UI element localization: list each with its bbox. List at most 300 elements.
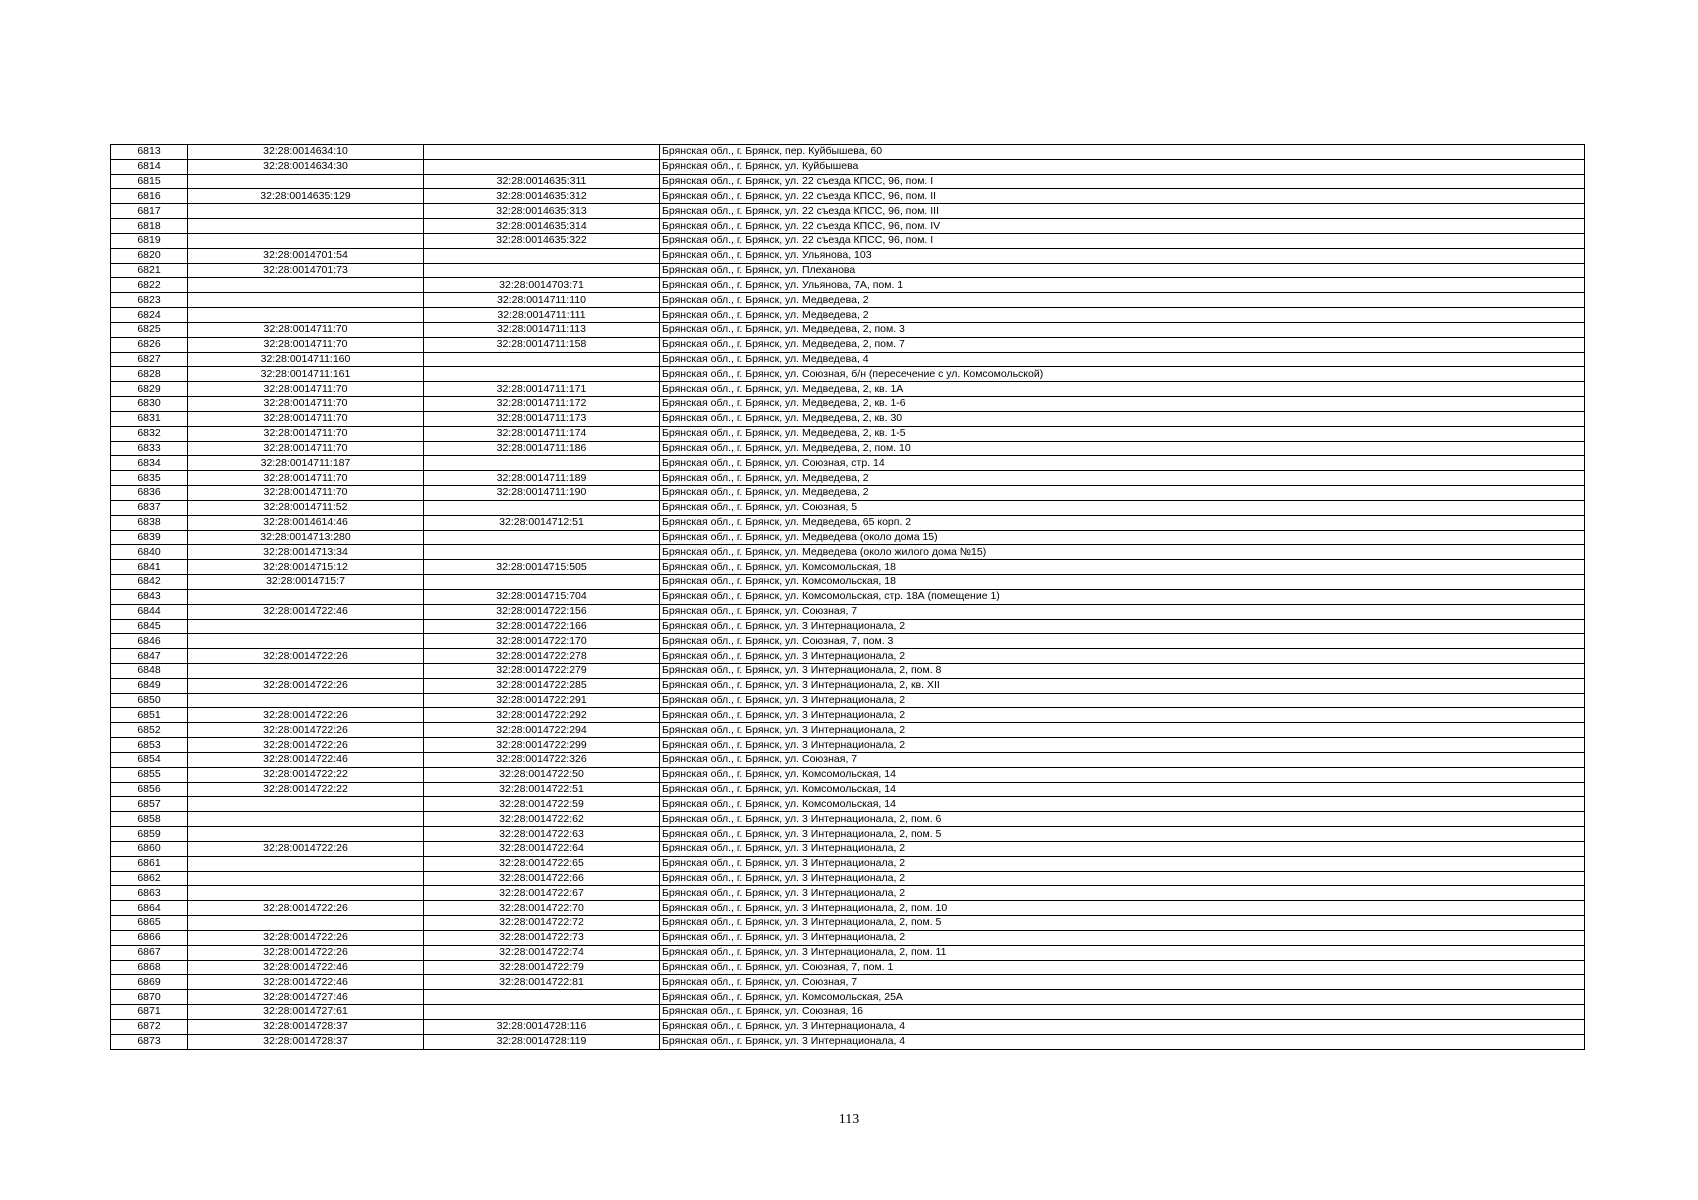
land-cadastral-number-cell: 32:28:0014711:70 (188, 397, 424, 412)
address-cell: Брянская обл., г. Брянск, ул. 3 Интернационала, 4 (660, 1019, 1585, 1034)
land-cadastral-number-cell: 32:28:0014722:46 (188, 975, 424, 990)
land-cadastral-number-cell (188, 663, 424, 678)
address-cell: Брянская обл., г. Брянск, ул. Комсомольская, 25А (660, 990, 1585, 1005)
row-number-cell: 6830 (111, 397, 188, 412)
table-row (111, 545, 1585, 560)
object-cadastral-number-cell (424, 575, 660, 590)
row-number-cell: 6838 (111, 515, 188, 530)
address-cell: Брянская обл., г. Брянск, ул. Медведева, 2 (660, 471, 1585, 486)
object-cadastral-number-cell (424, 545, 660, 560)
address-cell: Брянская обл., г. Брянск, ул. 3 Интернационала, 2 (660, 649, 1585, 664)
address-cell: Брянская обл., г. Брянск, ул. 22 съезда КПСС, 96, пом. I (660, 233, 1585, 248)
address-cell: Брянская обл., г. Брянск, ул. Медведева, 4 (660, 352, 1585, 367)
address-cell: Брянская обл., г. Брянск, ул. 3 Интернационала, 2, пом. 6 (660, 812, 1585, 827)
land-cadastral-number-cell (188, 204, 424, 219)
land-cadastral-number-cell: 32:28:0014713:34 (188, 545, 424, 560)
row-number-cell: 6847 (111, 649, 188, 664)
address-cell: Брянская обл., г. Брянск, ул. Медведева, 2 (660, 293, 1585, 308)
table-row (111, 575, 1585, 590)
land-cadastral-number-cell (188, 174, 424, 189)
land-cadastral-number-cell: 32:28:0014722:46 (188, 604, 424, 619)
land-cadastral-number-cell: 32:28:0014634:10 (188, 145, 424, 160)
object-cadastral-number-cell: 32:28:0014711:172 (424, 397, 660, 412)
address-cell: Брянская обл., г. Брянск, ул. Куйбышева (660, 159, 1585, 174)
land-cadastral-number-cell: 32:28:0014722:26 (188, 945, 424, 960)
row-number-cell: 6813 (111, 145, 188, 160)
table-row (111, 663, 1585, 678)
object-cadastral-number-cell: 32:28:0014635:322 (424, 233, 660, 248)
land-cadastral-number-cell (188, 293, 424, 308)
table-row (111, 1034, 1585, 1049)
table-row (111, 827, 1585, 842)
land-cadastral-number-cell: 32:28:0014634:30 (188, 159, 424, 174)
row-number-cell: 6854 (111, 752, 188, 767)
row-number-cell: 6825 (111, 322, 188, 337)
land-cadastral-number-cell: 32:28:0014722:26 (188, 841, 424, 856)
row-number-cell: 6855 (111, 767, 188, 782)
land-cadastral-number-cell: 32:28:0014727:61 (188, 1005, 424, 1020)
table-row (111, 308, 1585, 323)
land-cadastral-number-cell: 32:28:0014722:26 (188, 723, 424, 738)
object-cadastral-number-cell: 32:28:0014635:312 (424, 189, 660, 204)
table-row (111, 189, 1585, 204)
table-row (111, 841, 1585, 856)
table-row (111, 456, 1585, 471)
land-cadastral-number-cell (188, 634, 424, 649)
table-row (111, 530, 1585, 545)
address-cell: Брянская обл., г. Брянск, ул. 3 Интернационала, 4 (660, 1034, 1585, 1049)
address-cell: Брянская обл., г. Брянск, ул. Союзная, 7, пом. 3 (660, 634, 1585, 649)
object-cadastral-number-cell: 32:28:0014722:292 (424, 708, 660, 723)
row-number-cell: 6841 (111, 560, 188, 575)
row-number-cell: 6869 (111, 975, 188, 990)
address-cell: Брянская обл., г. Брянск, ул. Ульянова, 103 (660, 248, 1585, 263)
object-cadastral-number-cell: 32:28:0014722:291 (424, 693, 660, 708)
row-number-cell: 6860 (111, 841, 188, 856)
table-row (111, 278, 1585, 293)
address-cell: Брянская обл., г. Брянск, ул. Союзная, 7 (660, 604, 1585, 619)
address-cell: Брянская обл., г. Брянск, ул. Союзная, 7, пом. 1 (660, 960, 1585, 975)
property-table-body (111, 145, 1585, 1050)
object-cadastral-number-cell (424, 500, 660, 515)
land-cadastral-number-cell (188, 308, 424, 323)
object-cadastral-number-cell: 32:28:0014722:170 (424, 634, 660, 649)
table-row (111, 382, 1585, 397)
table-row (111, 1019, 1585, 1034)
address-cell: Брянская обл., г. Брянск, ул. 22 съезда КПСС, 96, пом. II (660, 189, 1585, 204)
row-number-cell: 6836 (111, 486, 188, 501)
address-cell: Брянская обл., г. Брянск, ул. 3 Интернационала, 2 (660, 856, 1585, 871)
land-cadastral-number-cell (188, 278, 424, 293)
address-cell: Брянская обл., г. Брянск, ул. Медведева, 2, пом. 10 (660, 441, 1585, 456)
address-cell: Брянская обл., г. Брянск, ул. 22 съезда КПСС, 96, пом. III (660, 204, 1585, 219)
table-row (111, 649, 1585, 664)
row-number-cell: 6856 (111, 782, 188, 797)
object-cadastral-number-cell: 32:28:0014635:311 (424, 174, 660, 189)
row-number-cell: 6858 (111, 812, 188, 827)
land-cadastral-number-cell (188, 693, 424, 708)
land-cadastral-number-cell: 32:28:0014711:70 (188, 382, 424, 397)
table-row (111, 263, 1585, 278)
object-cadastral-number-cell: 32:28:0014722:279 (424, 663, 660, 678)
table-row (111, 604, 1585, 619)
row-number-cell: 6837 (111, 500, 188, 515)
table-row (111, 486, 1585, 501)
address-cell: Брянская обл., г. Брянск, ул. Медведева, 2, кв. 1-5 (660, 426, 1585, 441)
land-cadastral-number-cell: 32:28:0014722:46 (188, 960, 424, 975)
address-cell: Брянская обл., г. Брянск, ул. Комсомольская, 14 (660, 797, 1585, 812)
address-cell: Брянская обл., г. Брянск, ул. 3 Интернационала, 2, пом. 5 (660, 916, 1585, 931)
table-row (111, 219, 1585, 234)
row-number-cell: 6866 (111, 930, 188, 945)
object-cadastral-number-cell: 32:28:0014722:64 (424, 841, 660, 856)
row-number-cell: 6871 (111, 1005, 188, 1020)
address-cell: Брянская обл., г. Брянск, ул. Комсомольская, стр. 18А (помещение 1) (660, 589, 1585, 604)
row-number-cell: 6846 (111, 634, 188, 649)
address-cell: Брянская обл., г. Брянск, ул. 3 Интернационала, 2 (660, 723, 1585, 738)
table-row (111, 871, 1585, 886)
table-row (111, 901, 1585, 916)
row-number-cell: 6833 (111, 441, 188, 456)
land-cadastral-number-cell: 32:28:0014701:73 (188, 263, 424, 278)
address-cell: Брянская обл., г. Брянск, ул. Союзная, 16 (660, 1005, 1585, 1020)
row-number-cell: 6822 (111, 278, 188, 293)
address-cell: Брянская обл., г. Брянск, ул. 3 Интернационала, 2 (660, 708, 1585, 723)
table-row (111, 634, 1585, 649)
object-cadastral-number-cell: 32:28:0014712:51 (424, 515, 660, 530)
address-cell: Брянская обл., г. Брянск, ул. Ульянова, 7А, пом. 1 (660, 278, 1585, 293)
object-cadastral-number-cell: 32:28:0014722:166 (424, 619, 660, 634)
address-cell: Брянская обл., г. Брянск, ул. 3 Интернационала, 2, пом. 10 (660, 901, 1585, 916)
row-number-cell: 6839 (111, 530, 188, 545)
object-cadastral-number-cell: 32:28:0014722:63 (424, 827, 660, 842)
row-number-cell: 6857 (111, 797, 188, 812)
address-cell: Брянская обл., г. Брянск, ул. Медведева, 2, кв. 1А (660, 382, 1585, 397)
table-row (111, 856, 1585, 871)
object-cadastral-number-cell: 32:28:0014711:113 (424, 322, 660, 337)
address-cell: Брянская обл., г. Брянск, ул. 22 съезда КПСС, 96, пом. IV (660, 219, 1585, 234)
land-cadastral-number-cell: 32:28:0014722:46 (188, 752, 424, 767)
object-cadastral-number-cell: 32:28:0014722:51 (424, 782, 660, 797)
row-number-cell: 6827 (111, 352, 188, 367)
row-number-cell: 6824 (111, 308, 188, 323)
table-row (111, 471, 1585, 486)
table-row (111, 797, 1585, 812)
row-number-cell: 6816 (111, 189, 188, 204)
address-cell: Брянская обл., г. Брянск, ул. 3 Интернационала, 2 (660, 886, 1585, 901)
row-number-cell: 6870 (111, 990, 188, 1005)
address-cell: Брянская обл., г. Брянск, пер. Куйбышева, 60 (660, 145, 1585, 160)
land-cadastral-number-cell (188, 589, 424, 604)
object-cadastral-number-cell: 32:28:0014722:294 (424, 723, 660, 738)
object-cadastral-number-cell: 32:28:0014722:278 (424, 649, 660, 664)
object-cadastral-number-cell: 32:28:0014703:71 (424, 278, 660, 293)
table-row (111, 708, 1585, 723)
table-row (111, 293, 1585, 308)
table-row (111, 812, 1585, 827)
table-row (111, 886, 1585, 901)
table-row (111, 145, 1585, 160)
address-cell: Брянская обл., г. Брянск, ул. 3 Интернационала, 2 (660, 693, 1585, 708)
table-row (111, 678, 1585, 693)
land-cadastral-number-cell: 32:28:0014722:22 (188, 782, 424, 797)
land-cadastral-number-cell: 32:28:0014722:26 (188, 649, 424, 664)
row-number-cell: 6873 (111, 1034, 188, 1049)
land-cadastral-number-cell: 32:28:0014711:70 (188, 471, 424, 486)
row-number-cell: 6831 (111, 411, 188, 426)
table-row (111, 916, 1585, 931)
row-number-cell: 6815 (111, 174, 188, 189)
row-number-cell: 6829 (111, 382, 188, 397)
land-cadastral-number-cell: 32:28:0014722:26 (188, 930, 424, 945)
land-cadastral-number-cell: 32:28:0014722:22 (188, 767, 424, 782)
table-row (111, 560, 1585, 575)
land-cadastral-number-cell: 32:28:0014711:70 (188, 426, 424, 441)
land-cadastral-number-cell: 32:28:0014635:129 (188, 189, 424, 204)
table-row (111, 767, 1585, 782)
land-cadastral-number-cell: 32:28:0014722:26 (188, 678, 424, 693)
object-cadastral-number-cell: 32:28:0014722:74 (424, 945, 660, 960)
object-cadastral-number-cell: 32:28:0014711:189 (424, 471, 660, 486)
object-cadastral-number-cell: 32:28:0014635:313 (424, 204, 660, 219)
table-row (111, 411, 1585, 426)
address-cell: Брянская обл., г. Брянск, ул. Союзная, 5 (660, 500, 1585, 515)
object-cadastral-number-cell (424, 263, 660, 278)
object-cadastral-number-cell: 32:28:0014722:79 (424, 960, 660, 975)
table-row (111, 975, 1585, 990)
object-cadastral-number-cell: 32:28:0014722:66 (424, 871, 660, 886)
row-number-cell: 6835 (111, 471, 188, 486)
object-cadastral-number-cell: 32:28:0014722:299 (424, 738, 660, 753)
land-cadastral-number-cell (188, 233, 424, 248)
row-number-cell: 6865 (111, 916, 188, 931)
object-cadastral-number-cell: 32:28:0014722:285 (424, 678, 660, 693)
land-cadastral-number-cell: 32:28:0014711:70 (188, 411, 424, 426)
land-cadastral-number-cell: 32:28:0014711:70 (188, 322, 424, 337)
object-cadastral-number-cell: 32:28:0014722:73 (424, 930, 660, 945)
land-cadastral-number-cell: 32:28:0014722:26 (188, 901, 424, 916)
object-cadastral-number-cell: 32:28:0014715:505 (424, 560, 660, 575)
table-row (111, 960, 1585, 975)
land-cadastral-number-cell: 32:28:0014711:187 (188, 456, 424, 471)
table-row (111, 441, 1585, 456)
land-cadastral-number-cell: 32:28:0014711:70 (188, 337, 424, 352)
land-cadastral-number-cell: 32:28:0014711:161 (188, 367, 424, 382)
land-cadastral-number-cell: 32:28:0014722:26 (188, 738, 424, 753)
object-cadastral-number-cell: 32:28:0014711:190 (424, 486, 660, 501)
object-cadastral-number-cell: 32:28:0014711:173 (424, 411, 660, 426)
table-row (111, 945, 1585, 960)
row-number-cell: 6862 (111, 871, 188, 886)
object-cadastral-number-cell: 32:28:0014711:110 (424, 293, 660, 308)
address-cell: Брянская обл., г. Брянск, ул. Медведева (около дома 15) (660, 530, 1585, 545)
row-number-cell: 6863 (111, 886, 188, 901)
row-number-cell: 6826 (111, 337, 188, 352)
row-number-cell: 6852 (111, 723, 188, 738)
table-row (111, 159, 1585, 174)
address-cell: Брянская обл., г. Брянск, ул. 3 Интернационала, 2, пом. 11 (660, 945, 1585, 960)
row-number-cell: 6814 (111, 159, 188, 174)
row-number-cell: 6864 (111, 901, 188, 916)
object-cadastral-number-cell: 32:28:0014722:59 (424, 797, 660, 812)
land-cadastral-number-cell (188, 827, 424, 842)
table-row (111, 426, 1585, 441)
address-cell: Брянская обл., г. Брянск, ул. Медведева, 2 (660, 486, 1585, 501)
address-cell: Брянская обл., г. Брянск, ул. 3 Интернационала, 2, пом. 8 (660, 663, 1585, 678)
address-cell: Брянская обл., г. Брянск, ул. Союзная, 7 (660, 752, 1585, 767)
table-row (111, 619, 1585, 634)
object-cadastral-number-cell: 32:28:0014715:704 (424, 589, 660, 604)
object-cadastral-number-cell (424, 159, 660, 174)
object-cadastral-number-cell: 32:28:0014711:186 (424, 441, 660, 456)
address-cell: Брянская обл., г. Брянск, ул. 3 Интернационала, 2 (660, 871, 1585, 886)
land-cadastral-number-cell: 32:28:0014711:160 (188, 352, 424, 367)
address-cell: Брянская обл., г. Брянск, ул. Медведева, 2, кв. 1-6 (660, 397, 1585, 412)
address-cell: Брянская обл., г. Брянск, ул. Комсомольская, 18 (660, 560, 1585, 575)
object-cadastral-number-cell: 32:28:0014722:326 (424, 752, 660, 767)
table-row (111, 322, 1585, 337)
row-number-cell: 6820 (111, 248, 188, 263)
land-cadastral-number-cell: 32:28:0014711:70 (188, 441, 424, 456)
object-cadastral-number-cell (424, 456, 660, 471)
address-cell: Брянская обл., г. Брянск, ул. Медведева, 2 (660, 308, 1585, 323)
table-row (111, 515, 1585, 530)
land-cadastral-number-cell (188, 797, 424, 812)
row-number-cell: 6840 (111, 545, 188, 560)
land-cadastral-number-cell: 32:28:0014711:52 (188, 500, 424, 515)
land-cadastral-number-cell: 32:28:0014728:37 (188, 1019, 424, 1034)
land-cadastral-number-cell (188, 812, 424, 827)
table-row (111, 204, 1585, 219)
table-row (111, 723, 1585, 738)
address-cell: Брянская обл., г. Брянск, ул. 3 Интернационала, 2, пом. 5 (660, 827, 1585, 842)
table-row (111, 782, 1585, 797)
address-cell: Брянская обл., г. Брянск, ул. Комсомольская, 14 (660, 782, 1585, 797)
land-cadastral-number-cell (188, 886, 424, 901)
land-cadastral-number-cell (188, 619, 424, 634)
address-cell: Брянская обл., г. Брянск, ул. 22 съезда КПСС, 96, пом. I (660, 174, 1585, 189)
table-row (111, 233, 1585, 248)
object-cadastral-number-cell: 32:28:0014711:158 (424, 337, 660, 352)
land-cadastral-number-cell: 32:28:0014727:46 (188, 990, 424, 1005)
address-cell: Брянская обл., г. Брянск, ул. 3 Интернационала, 2 (660, 930, 1585, 945)
object-cadastral-number-cell (424, 367, 660, 382)
table-row (111, 352, 1585, 367)
property-table (110, 144, 1585, 1050)
land-cadastral-number-cell: 32:28:0014711:70 (188, 486, 424, 501)
row-number-cell: 6832 (111, 426, 188, 441)
row-number-cell: 6849 (111, 678, 188, 693)
row-number-cell: 6834 (111, 456, 188, 471)
row-number-cell: 6819 (111, 233, 188, 248)
land-cadastral-number-cell (188, 916, 424, 931)
object-cadastral-number-cell: 32:28:0014722:81 (424, 975, 660, 990)
object-cadastral-number-cell: 32:28:0014722:72 (424, 916, 660, 931)
page-number: 113 (838, 1112, 860, 1127)
object-cadastral-number-cell: 32:28:0014722:156 (424, 604, 660, 619)
object-cadastral-number-cell: 32:28:0014722:70 (424, 901, 660, 916)
address-cell: Брянская обл., г. Брянск, ул. Медведева, 2, кв. 30 (660, 411, 1585, 426)
object-cadastral-number-cell: 32:28:0014728:116 (424, 1019, 660, 1034)
object-cadastral-number-cell (424, 352, 660, 367)
address-cell: Брянская обл., г. Брянск, ул. Союзная, 7 (660, 975, 1585, 990)
table-row (111, 367, 1585, 382)
address-cell: Брянская обл., г. Брянск, ул. Медведева, 2, пом. 3 (660, 322, 1585, 337)
object-cadastral-number-cell (424, 530, 660, 545)
address-cell: Брянская обл., г. Брянск, ул. 3 Интернационала, 2 (660, 841, 1585, 856)
row-number-cell: 6867 (111, 945, 188, 960)
row-number-cell: 6859 (111, 827, 188, 842)
row-number-cell: 6844 (111, 604, 188, 619)
row-number-cell: 6828 (111, 367, 188, 382)
land-cadastral-number-cell (188, 219, 424, 234)
row-number-cell: 6861 (111, 856, 188, 871)
object-cadastral-number-cell: 32:28:0014711:174 (424, 426, 660, 441)
address-cell: Брянская обл., г. Брянск, ул. Союзная, стр. 14 (660, 456, 1585, 471)
row-number-cell: 6817 (111, 204, 188, 219)
table-row (111, 1005, 1585, 1020)
land-cadastral-number-cell: 32:28:0014728:37 (188, 1034, 424, 1049)
table-row (111, 693, 1585, 708)
row-number-cell: 6842 (111, 575, 188, 590)
table-row (111, 500, 1585, 515)
object-cadastral-number-cell (424, 990, 660, 1005)
row-number-cell: 6848 (111, 663, 188, 678)
object-cadastral-number-cell: 32:28:0014728:119 (424, 1034, 660, 1049)
row-number-cell: 6818 (111, 219, 188, 234)
address-cell: Брянская обл., г. Брянск, ул. Союзная, б/н (пересечение с ул. Комсомольской) (660, 367, 1585, 382)
table-row (111, 752, 1585, 767)
row-number-cell: 6843 (111, 589, 188, 604)
row-number-cell: 6868 (111, 960, 188, 975)
address-cell: Брянская обл., г. Брянск, ул. Медведева (около жилого дома №15) (660, 545, 1585, 560)
row-number-cell: 6853 (111, 738, 188, 753)
table-row (111, 397, 1585, 412)
object-cadastral-number-cell: 32:28:0014722:65 (424, 856, 660, 871)
address-cell: Брянская обл., г. Брянск, ул. Медведева, 65 корп. 2 (660, 515, 1585, 530)
row-number-cell: 6850 (111, 693, 188, 708)
table-row (111, 990, 1585, 1005)
object-cadastral-number-cell (424, 145, 660, 160)
table-row (111, 248, 1585, 263)
address-cell: Брянская обл., г. Брянск, ул. Медведева, 2, пом. 7 (660, 337, 1585, 352)
address-cell: Брянская обл., г. Брянск, ул. 3 Интернационала, 2, кв. XII (660, 678, 1585, 693)
address-cell: Брянская обл., г. Брянск, ул. 3 Интернационала, 2 (660, 619, 1585, 634)
land-cadastral-number-cell: 32:28:0014722:26 (188, 708, 424, 723)
land-cadastral-number-cell (188, 856, 424, 871)
object-cadastral-number-cell (424, 248, 660, 263)
row-number-cell: 6823 (111, 293, 188, 308)
address-cell: Брянская обл., г. Брянск, ул. 3 Интернационала, 2 (660, 738, 1585, 753)
table-row (111, 174, 1585, 189)
row-number-cell: 6845 (111, 619, 188, 634)
object-cadastral-number-cell: 32:28:0014711:171 (424, 382, 660, 397)
table-row (111, 738, 1585, 753)
table-row (111, 337, 1585, 352)
row-number-cell: 6821 (111, 263, 188, 278)
row-number-cell: 6851 (111, 708, 188, 723)
object-cadastral-number-cell (424, 1005, 660, 1020)
object-cadastral-number-cell: 32:28:0014635:314 (424, 219, 660, 234)
table-row (111, 589, 1585, 604)
address-cell: Брянская обл., г. Брянск, ул. Комсомольская, 14 (660, 767, 1585, 782)
land-cadastral-number-cell: 32:28:0014715:7 (188, 575, 424, 590)
row-number-cell: 6872 (111, 1019, 188, 1034)
address-cell: Брянская обл., г. Брянск, ул. Плеханова (660, 263, 1585, 278)
object-cadastral-number-cell: 32:28:0014722:62 (424, 812, 660, 827)
address-cell: Брянская обл., г. Брянск, ул. Комсомольская, 18 (660, 575, 1585, 590)
land-cadastral-number-cell: 32:28:0014701:54 (188, 248, 424, 263)
